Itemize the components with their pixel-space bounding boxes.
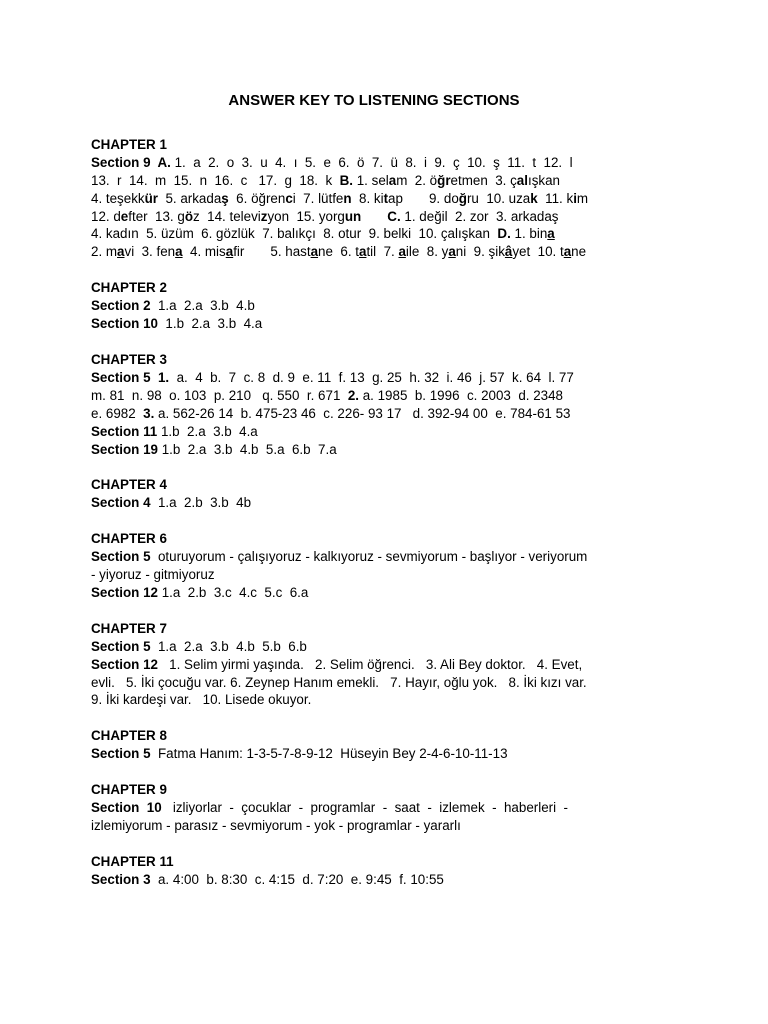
bold-text: B. (339, 172, 354, 188)
answer-line (91, 674, 657, 692)
answer-line (91, 297, 657, 315)
answer-line (91, 208, 657, 226)
answer-text: 1.b 2.a 3.b 4.a (157, 423, 258, 439)
answer-line (91, 190, 657, 208)
answer-text: a. 4 b. 7 c. 8 d. 9 e. 11 f. 13 g. 25 h. 32 i. 46 j. 57 k. 64 l. 77 (169, 369, 574, 385)
answer-line (91, 172, 657, 190)
bold-text: ğ (458, 190, 467, 206)
answer-text: e. 6982 (91, 405, 144, 421)
answer-text: ne 6. t (318, 244, 359, 260)
stressed-letter: a (175, 244, 183, 260)
answer-text: izlemiyorum - parasız - sevmiyorum - yok - programlar - yararlı (91, 818, 461, 833)
answer-text: 4. mis (182, 244, 226, 260)
answer-text: 1.b 2.a 3.b 4.b 5.a 6.b 7.a (157, 441, 337, 457)
answer-text: ru 10. uza (466, 190, 531, 206)
answer-text: fter 13. g (128, 208, 185, 224)
answer-text: 1. değil 2. zor 3. arkadaş (400, 208, 559, 224)
answer-text: m (576, 190, 589, 206)
answer-line (91, 548, 657, 566)
bold-text: Section 5 (91, 746, 151, 762)
answer-text: a. 4:00 b. 8:30 c. 4:15 d. 7:20 e. 9:45 f. 10:55 (150, 871, 444, 887)
answer-line (91, 638, 657, 656)
bold-text: 3. (143, 405, 155, 421)
answer-line (91, 494, 657, 512)
answer-key-page (91, 92, 657, 907)
answer-text: i 7. lütfe (292, 190, 344, 206)
bold-text: Section 5 1. (91, 369, 170, 385)
bold-text: k (530, 190, 538, 206)
answer-line (91, 817, 657, 835)
answer-line (91, 387, 657, 405)
answer-text: 6. öğren (228, 190, 286, 206)
answer-text: fir 5. hast (233, 244, 311, 260)
answer-text: etmen 3. ç (450, 172, 517, 188)
answer-text: a. 1985 b. 1996 c. 2003 d. 2348 (359, 387, 563, 403)
bold-text: Section 12 (91, 584, 158, 600)
chapter-heading: CHAPTER 8 (91, 728, 167, 744)
stressed-letter: a (398, 244, 406, 260)
chapter-block (91, 530, 657, 602)
answer-text: 11. k (537, 190, 574, 206)
bold-text: C. (387, 208, 401, 224)
answer-text: 1. Selim yirmi yaşında. 2. Selim öğrenci. 3. Ali Bey doktor. 4. Evet, (157, 656, 583, 672)
answer-text: m 2. ö (396, 172, 438, 188)
answer-text: 4. kadın 5. üzüm 6. gözlük 7. balıkçı 8. otur 9. belki 10. çalışkan (91, 226, 498, 242)
answer-text: vi 3. fen (124, 244, 176, 260)
answer-line (91, 871, 657, 889)
bold-text: 2. (347, 387, 359, 403)
answer-text: 5. arkada (158, 190, 222, 206)
answer-text: izliyorlar - çocuklar - programlar - saat - izlemek - haberleri - (161, 800, 568, 816)
answer-line (91, 225, 657, 243)
chapter-heading: CHAPTER 3 (91, 351, 167, 367)
answer-text: til 7. (366, 244, 399, 260)
answer-text: yet 10. t (512, 244, 564, 260)
answer-text: 12. d (91, 208, 121, 224)
answer-line (91, 315, 657, 333)
answer-text: 1.a 2.b 3.c 4.c 5.c 6.a (157, 584, 309, 600)
answer-text: z 14. televi (193, 208, 261, 224)
stressed-letter: a (563, 244, 572, 260)
answer-text: m. 81 n. 98 o. 103 p. 210 q. 550 r. 671 (91, 387, 348, 403)
answer-text: a. 562-26 14 b. 475-23 46 c. 226- 93 17 d. 392-94 00 e. 784-61 53 (154, 405, 571, 421)
answer-text: 4. teşekk (91, 190, 145, 206)
bold-text: Section 10 (91, 800, 162, 816)
chapter-heading: CHAPTER 4 (91, 477, 167, 493)
answer-text: evli. 5. İki çocuğu var. 6. Zeynep Hanım emekli. 7. Hayır, oğlu yok. 8. İki kızı var. (91, 674, 587, 690)
chapter-heading: CHAPTER 1 (91, 136, 167, 152)
bold-text: Section 11 (91, 423, 158, 439)
chapter-block (91, 853, 657, 889)
answer-text: ne (571, 244, 587, 260)
answer-line (91, 745, 657, 763)
chapter-block (91, 351, 657, 458)
answer-text: 1.a 2.a 3.b 4.b 5.b 6.b (150, 638, 307, 654)
bold-text: Section 5 (91, 549, 151, 565)
answer-text: ni 9. şik (455, 244, 505, 260)
stressed-letter: a (359, 244, 367, 260)
answer-line (91, 656, 657, 674)
answer-text: oturuyorum - çalışıyoruz - kalkıyoruz - sevmiyorum - başlıyor - veriyorum (150, 549, 588, 565)
answer-line (91, 423, 657, 441)
bold-text: ğr (437, 172, 451, 188)
chapter-heading: CHAPTER 11 (91, 853, 174, 869)
answer-text: ile 8. y (405, 244, 449, 260)
stressed-letter: a (117, 244, 125, 260)
bold-text: z (260, 208, 268, 224)
answer-text: ap 9. do (388, 190, 459, 206)
bold-text: ür (144, 190, 158, 206)
page-title: ANSWER KEY TO LISTENING SECTIONS (228, 92, 520, 109)
answer-text: 1.b 2.a 3.b 4.a (157, 316, 263, 332)
chapter-block (91, 727, 657, 763)
bold-text: Section 9 A. (91, 154, 175, 170)
answer-text: - yiyoruz - gitmiyoruz (91, 567, 215, 583)
answer-line (91, 369, 657, 387)
bold-text: Section 4 (91, 495, 151, 511)
chapter-block (91, 476, 657, 512)
bold-text: Section 19 (91, 441, 158, 457)
answer-text: Fatma Hanım: 1-3-5-7-8-9-12 Hüseyin Bey 2-4-6-10-11-13 (150, 746, 508, 762)
bold-text: t (383, 190, 389, 206)
answer-line (91, 691, 657, 709)
answer-line (91, 584, 657, 602)
stressed-letter: a (225, 244, 234, 260)
bold-text: a (388, 172, 397, 188)
stressed-letter: â (504, 244, 513, 260)
chapter-block (91, 136, 657, 261)
stressed-letter: a (310, 244, 319, 260)
answer-line (91, 566, 657, 584)
answer-text: ışkan (527, 172, 560, 188)
chapter-heading: CHAPTER 2 (91, 280, 167, 296)
answer-text (361, 209, 387, 224)
chapter-list (91, 136, 657, 889)
bold-text: Section 10 (91, 316, 158, 332)
bold-text: ö (184, 208, 194, 224)
bold-text: n (343, 190, 352, 206)
bold-text: Section 12 (91, 656, 158, 672)
answer-text: 1.a 2.a 3.b 4.b (150, 298, 255, 314)
answer-text: 13. r 14. m 15. n 16. c 17. g 18. k (91, 172, 340, 188)
answer-text: 1. a 2. o 3. u 4. ı 5. e 6. ö 7. ü 8. i 9. ç 10. ş 11. t 12. l (174, 154, 573, 170)
answer-line (91, 154, 657, 172)
answer-text: yon 15. yorg (267, 208, 345, 224)
bold-text: Section 5 (91, 638, 151, 654)
chapter-heading: CHAPTER 9 (91, 782, 167, 798)
chapter-block (91, 781, 657, 835)
bold-text: Section 3 (91, 871, 151, 887)
bold-text: ş (221, 190, 229, 206)
bold-text: e (120, 208, 129, 224)
bold-text: c (285, 190, 293, 206)
chapter-block (91, 620, 657, 710)
bold-text: Section 2 (91, 298, 151, 314)
answer-line (91, 243, 657, 261)
answer-text: 2. m (91, 244, 118, 260)
answer-line (91, 405, 657, 423)
chapter-heading: CHAPTER 7 (91, 620, 167, 636)
answer-line (91, 441, 657, 459)
bold-text: i (573, 190, 577, 206)
answer-text: 1.a 2.b 3.b 4b (150, 495, 252, 511)
answer-text: 9. İki kardeşi var. 10. Lisede okuyor. (91, 692, 312, 708)
stressed-letter: a (547, 226, 555, 242)
chapter-heading: CHAPTER 6 (91, 531, 167, 547)
answer-text: 8. ki (351, 190, 384, 206)
bold-text: al (516, 172, 528, 188)
chapter-block (91, 279, 657, 333)
bold-text: un (344, 208, 362, 224)
stressed-letter: a (448, 244, 456, 260)
bold-text: D. (497, 226, 511, 242)
answer-line (91, 799, 657, 817)
answer-text: 1. bin (510, 226, 548, 242)
answer-text: 1. sel (353, 172, 389, 188)
